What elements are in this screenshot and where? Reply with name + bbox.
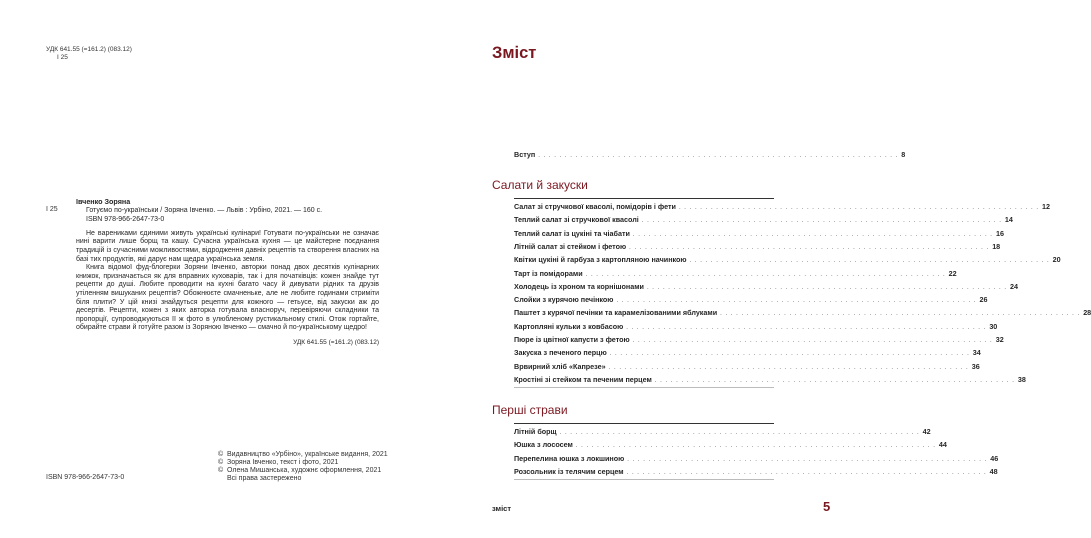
- annotation: [76, 230, 379, 333]
- toc-entry-label: Розсольник із телячим серцем: [514, 466, 624, 476]
- toc-entry-page: 22: [948, 268, 957, 278]
- toc-entry-label: Холодець із хроном та корнішонами: [514, 281, 644, 291]
- toc-entry[interactable]: [514, 440, 947, 452]
- leader-dots: . . . . . . . . . . . . . . . . . . . . . . . . . . . . . . . . . . . . . . . . . . . . . . . . . . . . . . . . . . . . . . . . . . . .: [627, 456, 988, 463]
- toc-entry-page: 36: [971, 361, 980, 371]
- leader-dots: . . . . . . . . . . . . . . . . . . . . . . . . . . . . . . . . . . . . . . . . . . . . . . . . . . . . . . . . . . . . . . . . . . . .: [575, 443, 936, 450]
- copyright-block: [218, 451, 388, 483]
- toc-entry[interactable]: [514, 453, 999, 466]
- section-rule: [514, 423, 774, 424]
- toc-entry-label: Літній борщ: [514, 427, 557, 436]
- toc-entry-label: Теплий салат із цукіні та чіабати: [514, 228, 630, 238]
- toc-entry-page: 44: [938, 440, 947, 450]
- leader-dots: . . . . . . . . . . . . . . . . . . . . . . . . . . . . . . . . . . . . . . . . . . . . . . . . . . . . . . . . . . . . . . . . . . . .: [626, 469, 987, 476]
- copyright-author: Зоряна Івченко, текст і фото, 2021: [227, 459, 339, 466]
- section-end-rule: [514, 387, 774, 388]
- toc-entry-label: Салат зі стручкової квасолі, помідорів і фети: [514, 202, 676, 211]
- copyright-symbol: ©: [218, 459, 224, 466]
- toc-entry[interactable]: [514, 321, 998, 334]
- toc-entry[interactable]: [514, 281, 1019, 294]
- toc-entry-page: 38: [1017, 374, 1026, 384]
- section-rule: [514, 198, 774, 199]
- toc-entry[interactable]: [514, 228, 1004, 241]
- udc-top: [46, 46, 132, 62]
- toc-entry-label: Квітки цукіні й гарбуза з картопляною начинкою: [514, 255, 687, 265]
- toc-entry[interactable]: [514, 466, 998, 479]
- udc-top-line: УДК 641.55 (=161.2) (083.12): [46, 46, 132, 53]
- annotation-paragraph-1: Не варениками єдиними живуть українські кулінари! Готувати по-українськи не означає нині варити лише борщ та кашу. Сучасна українська кухня — це майстерне поєднання традицій із сучасними можливостями, відродження давніх рецептів та створення власних на базі тих продуктів, які дарує нам щедра українська земля.: [76, 229, 379, 263]
- isbn-bottom: ISBN 978-966-2647-73-0: [46, 474, 125, 481]
- bibliographic-title: Готуємо по-українськи / Зоряна Івченко. — Львів : Урбіно, 2021. — 160 с.: [86, 206, 323, 214]
- section-title-first-courses: Перші страви: [492, 403, 568, 417]
- toc-entry[interactable]: [514, 374, 1026, 387]
- leader-dots: . . . . . . . . . . . . . . . . . . . . . . . . . . . . . . . . . . . . . . . . . . . . . . . . . . . . . . . . . . . . . . . . . . . .: [608, 364, 969, 371]
- leader-dots: . . . . . . . . . . . . . . . . . . . . . . . . . . . . . . . . . . . . . . . . . . . . . . . . . . . . . . . . . . . . . . . . . . . .: [632, 338, 993, 344]
- leader-dots: . . . . . . . . . . . . . . . . . . . . . . . . . . . . . . . . . . . . . . . . . . . . . . . . . . . . . . . . . . . . . . . . . . . .: [629, 244, 990, 251]
- toc-entry-label: Літній салат зі стейком і фетою: [514, 241, 627, 251]
- toc-entry-label: Паштет з курячої печінки та карамелізованими яблуками: [514, 308, 718, 318]
- catalog-udc: УДК 641.55 (=161.2) (083.12): [293, 338, 379, 346]
- toc-entry-page: 24: [1010, 281, 1019, 291]
- toc-entry-label: Тарт із помідорами: [514, 268, 583, 278]
- toc-entry[interactable]: [514, 241, 1001, 254]
- toc-entry[interactable]: [514, 255, 1061, 267]
- toc-entry-label: Перепелина юшка з локшиною: [514, 453, 625, 463]
- catalog-code: І 25: [46, 206, 58, 213]
- section-end-rule: [514, 479, 774, 480]
- leader-dots: . . . . . . . . . . . . . . . . . . . . . . . . . . . . . . . . . . . . . . . . . . . . . . . . . . . . . . . . . . . . . . . . . . . .: [626, 324, 987, 331]
- leader-dots: . . . . . . . . . . . . . . . . . . . . . . . . . . . . . . . . . . . . . . . . . . . . . . . . . . . . . . . . . . . . . . . . . . . .: [678, 205, 1039, 211]
- leader-dots: . . . . . . . . . . . . . . . . . . . . . . . . . . . . . . . . . . . . . . . . . . . . . . . . . . . . . . . . . . . . . . . . . . . .: [559, 430, 920, 436]
- toc-entry-page: 30: [989, 321, 998, 331]
- toc-entry-label: Кростіні зі стейком та печеним перцем: [514, 374, 652, 384]
- toc-entry-page: 12: [1042, 202, 1050, 211]
- author-name: Івченко Зоряна: [76, 197, 131, 206]
- toc-entry-label: Картопляні кульки з ковбасою: [514, 321, 624, 331]
- toc-entry-label: Теплий салат зі стручкової квасолі: [514, 215, 639, 225]
- catalog-card: [76, 198, 379, 348]
- toc-heading: Зміст: [492, 44, 537, 62]
- leader-dots: . . . . . . . . . . . . . . . . . . . . . . . . . . . . . . . . . . . . . . . . . . . . . . . . . . . . . . . . . . . . . . . . . . . .: [616, 298, 977, 305]
- toc-entry-label: Закуска з печеного перцю: [514, 348, 607, 358]
- copyright-publisher: Видавництво «Урбіно», українське видання, 2021: [227, 451, 388, 458]
- section-title-salads: Салати й закуски: [492, 178, 588, 192]
- catalog-isbn: ISBN 978-966-2647-73-0: [86, 216, 165, 224]
- leader-dots: . . . . . . . . . . . . . . . . . . . . . . . . . . . . . . . . . . . . . . . . . . . . . . . . . . . . . . . . . . . . . . . . . . . .: [689, 258, 1050, 265]
- toc-entry[interactable]: [514, 427, 931, 439]
- toc-entry-page: 16: [995, 228, 1004, 238]
- copyright-symbol: ©: [218, 451, 224, 458]
- toc-entry[interactable]: [514, 348, 981, 360]
- toc-entry-page: 26: [979, 295, 988, 305]
- rights-reserved: Всі права застережено: [227, 475, 302, 482]
- leader-dots: . . . . . . . . . . . . . . . . . . . . . . . . . . . . . . . . . . . . . . . . . . . . . . . . . . . . . . . . . . . . . . . . . . . .: [632, 231, 993, 238]
- copyright-designer: Олена Мишанська, художнє оформлення, 2021: [227, 467, 382, 474]
- leader-dots: . . . . . . . . . . . . . . . . . . . . . . . . . . . . . . . . . . . . . . . . . . . . . . . . . . . . . . . . . . . . . . . . . . . .: [609, 351, 970, 358]
- leader-dots: . . . . . . . . . . . . . . . . . . . . . . . . . . . . . . . . . . . . . . . . . . . . . . . . . . . . . . . . . . . . . . . . . . . .: [641, 218, 1002, 225]
- copyright-symbol: ©: [218, 467, 224, 474]
- toc-entry[interactable]: [514, 268, 957, 281]
- toc-entry-label: Врвирний хліб «Капрезе»: [514, 361, 606, 371]
- toc-entry-label: Пюре із цвітної капусти з фетою: [514, 335, 630, 344]
- toc-page: [435, 0, 1091, 538]
- toc-entry-intro[interactable]: [514, 150, 906, 162]
- toc-entry-page: 42: [922, 427, 931, 436]
- leader-dots: . . . . . . . . . . . . . . . . . . . . . . . . . . . . . . . . . . . . . . . . . . . . . . . . . . . . . . . . . . . . . . . . . . . .: [646, 284, 1008, 291]
- toc-entry-label: Слойки з курячою печінкою: [514, 295, 614, 305]
- toc-entry-page: 32: [995, 335, 1004, 344]
- toc-entry-page: 28: [1083, 308, 1091, 318]
- toc-entry-label: Юшка з лососем: [514, 440, 573, 450]
- udc-top-code: І 25: [57, 54, 68, 61]
- toc-entry[interactable]: [514, 335, 1004, 347]
- toc-entry[interactable]: [514, 295, 988, 307]
- running-head: зміст: [492, 504, 512, 513]
- toc-entry-page: 8: [901, 150, 906, 159]
- toc-entry-page: 14: [1004, 215, 1013, 225]
- leader-dots: . . . . . . . . . . . . . . . . . . . . . . . . . . . . . . . . . . . . . . . . . . . . . . . . . . . . . . . . . . . . . . . . . . . .: [538, 153, 899, 159]
- leader-dots: . . . . . . . . . . . . . . . . . . . . . . . . . . . . . . . . . . . . . . . . . . . . . . . . . . . . . . . . . . . . . . . . . . . .: [654, 377, 1015, 384]
- annotation-paragraph-2: Книга відомої фуд-блогерки Зоряни Івченко, авторки понад двох десятків кулінарних книжок, призначається як для вправних куховарів, так і для початківців: кожен знайде тут рецепти до душі. Любите проводити на кухні багато часу й дивувати рідних та друзів утіленням вишуканих рецептів? Обожнюєте смачненьке, але не любите годинами стриміти біля плити? У цій книзі знайдуться рецепти для кожного — гетьусе, від закуски аж до десертів. Рецепти, кожен з яких авторка готувала власноруч, перевіряючи складники та пропорції, супроводжуються її ж фото в улюбленому рустикальному стилі. Отож гортайте, обирайте страви й готуйте разом із Зоряною Івченко — смачно й по-українському щедро!: [76, 264, 379, 332]
- toc-entry-page: 46: [990, 453, 999, 463]
- leader-dots: . . . . . . . . . . . . . . . . . . . . . . . . . . . . . . . . . . . . . . . . . . . . . . . . . . . . . . . . . . . . . . . . . . . .: [585, 271, 946, 278]
- toc-entry[interactable]: [514, 308, 1091, 320]
- leader-dots: . . . . . . . . . . . . . . . . . . . . . . . . . . . . . . . . . . . . . . . . . . . . . . . . . . . . . . . . . . . . . . . . . . . .: [720, 311, 1081, 318]
- toc-entry[interactable]: [514, 202, 1050, 214]
- toc-entry-page: 34: [972, 348, 981, 358]
- page-number: 5: [823, 499, 831, 514]
- toc-entry-page: 20: [1052, 255, 1061, 265]
- toc-entry-label: Вступ: [514, 150, 536, 159]
- imprint-page: [0, 0, 435, 538]
- toc-entry[interactable]: [514, 215, 1013, 227]
- toc-entry[interactable]: [514, 361, 980, 374]
- toc-entry-page: 48: [989, 466, 998, 476]
- toc-entry-page: 18: [992, 241, 1001, 251]
